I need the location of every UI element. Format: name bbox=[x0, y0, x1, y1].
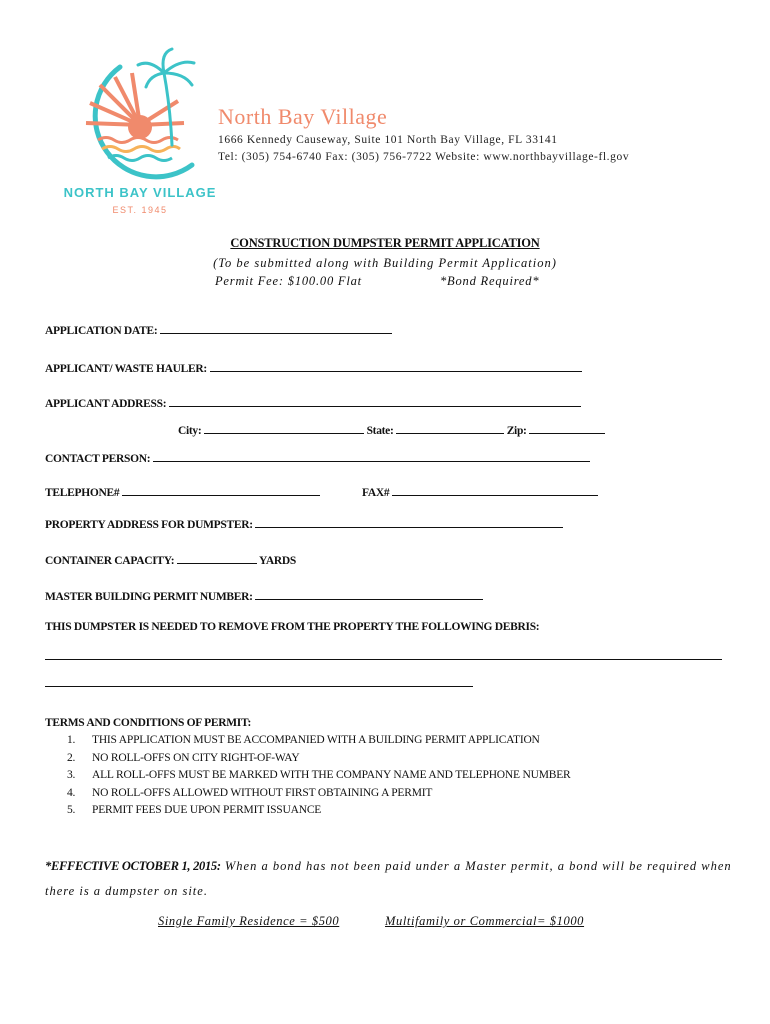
org-name: North Bay Village bbox=[218, 104, 388, 129]
application-date-input[interactable] bbox=[160, 323, 392, 334]
svg-text:EST. 1945: EST. 1945 bbox=[112, 205, 168, 215]
list-item: 1. THIS APPLICATION MUST BE ACCOMPANIED WITH A BUILDING PERMIT APPLICATION bbox=[67, 734, 540, 746]
applicant-address-label: APPLICANT ADDRESS: bbox=[45, 398, 167, 410]
telephone-row bbox=[45, 485, 320, 499]
form-subtitle: (To be submitted along with Building Permit Application) bbox=[213, 256, 557, 270]
yards-label: YARDS bbox=[258, 555, 297, 567]
applicant-address-row bbox=[45, 396, 581, 410]
applicant-address-input[interactable] bbox=[169, 396, 581, 407]
org-contact: Tel: (305) 754-6740 Fax: (305) 756-7722 Website: www.northbayvillage-fl.gov bbox=[218, 151, 630, 163]
city-state-zip-row bbox=[178, 423, 605, 437]
bond-required-note: *Bond Required* bbox=[440, 274, 540, 288]
debris-input-line-2[interactable] bbox=[45, 686, 473, 687]
contact-person-input[interactable] bbox=[153, 451, 590, 462]
form-title: CONSTRUCTION DUMPSTER PERMIT APPLICATION bbox=[230, 236, 540, 250]
terms-heading: TERMS AND CONDITIONS OF PERMIT: bbox=[45, 717, 252, 729]
list-item: 2. NO ROLL-OFFS ON CITY RIGHT-OF-WAY bbox=[67, 751, 300, 764]
single-family-bond: Single Family Residence = $500 bbox=[158, 914, 340, 928]
terms-list bbox=[45, 734, 571, 822]
container-capacity-label: CONTAINER CAPACITY: bbox=[45, 555, 175, 567]
list-item: 4. NO ROLL-OFFS ALLOWED WITHOUT FIRST OBTAINING A PERMIT bbox=[67, 786, 433, 799]
property-address-row bbox=[45, 517, 563, 531]
applicant-hauler-label: APPLICANT/ WASTE HAULER: bbox=[45, 363, 207, 375]
list-item: 3. ALL ROLL-OFFS MUST BE MARKED WITH THE COMPANY NAME AND TELEPHONE NUMBER bbox=[67, 769, 571, 781]
fax-row bbox=[362, 485, 598, 499]
effective-label: *EFFECTIVE OCTOBER 1, 2015: bbox=[45, 859, 221, 873]
master-permit-row bbox=[45, 589, 483, 603]
state-label: State: bbox=[366, 425, 394, 437]
property-address-input[interactable] bbox=[255, 517, 563, 528]
property-address-label: PROPERTY ADDRESS FOR DUMPSTER: bbox=[45, 519, 253, 531]
effective-note bbox=[45, 854, 735, 904]
application-date-label: APPLICATION DATE: bbox=[45, 325, 158, 337]
fax-label: FAX# bbox=[362, 487, 390, 499]
master-permit-input[interactable] bbox=[255, 589, 483, 600]
permit-fee: Permit Fee: $100.00 Flat bbox=[215, 274, 362, 288]
container-capacity-input[interactable] bbox=[177, 553, 257, 564]
zip-input[interactable] bbox=[529, 423, 605, 434]
state-input[interactable] bbox=[396, 423, 504, 434]
container-capacity-row bbox=[45, 553, 296, 567]
city-label: City: bbox=[178, 425, 202, 437]
contact-person-row bbox=[45, 451, 590, 465]
debris-label: THIS DUMPSTER IS NEEDED TO REMOVE FROM THE PROPERTY THE FOLLOWING DEBRIS: bbox=[45, 621, 540, 633]
zip-label: Zip: bbox=[506, 425, 527, 437]
org-address: 1666 Kennedy Causeway, Suite 101 North Bay Village, FL 33141 bbox=[218, 134, 558, 146]
contact-person-label: CONTACT PERSON: bbox=[45, 453, 151, 465]
application-date-row bbox=[45, 323, 392, 337]
telephone-input[interactable] bbox=[122, 485, 320, 496]
applicant-hauler-row bbox=[45, 361, 582, 375]
fax-input[interactable] bbox=[392, 485, 598, 496]
applicant-hauler-input[interactable] bbox=[210, 361, 582, 372]
svg-text:NORTH BAY VILLAGE: NORTH BAY VILLAGE bbox=[63, 185, 217, 200]
list-item: 5. PERMIT FEES DUE UPON PERMIT ISSUANCE bbox=[67, 804, 322, 816]
master-permit-label: MASTER BUILDING PERMIT NUMBER: bbox=[45, 591, 253, 603]
effective-text: When a bond has not been paid under a Master permit, a bond will be required when there is a dumpster on site. bbox=[45, 859, 732, 898]
telephone-label: TELEPHONE# bbox=[45, 487, 120, 499]
city-input[interactable] bbox=[204, 423, 364, 434]
debris-input-line-1[interactable] bbox=[45, 659, 722, 660]
north-bay-village-logo bbox=[60, 45, 220, 220]
multifamily-bond: Multifamily or Commercial= $1000 bbox=[385, 914, 585, 928]
